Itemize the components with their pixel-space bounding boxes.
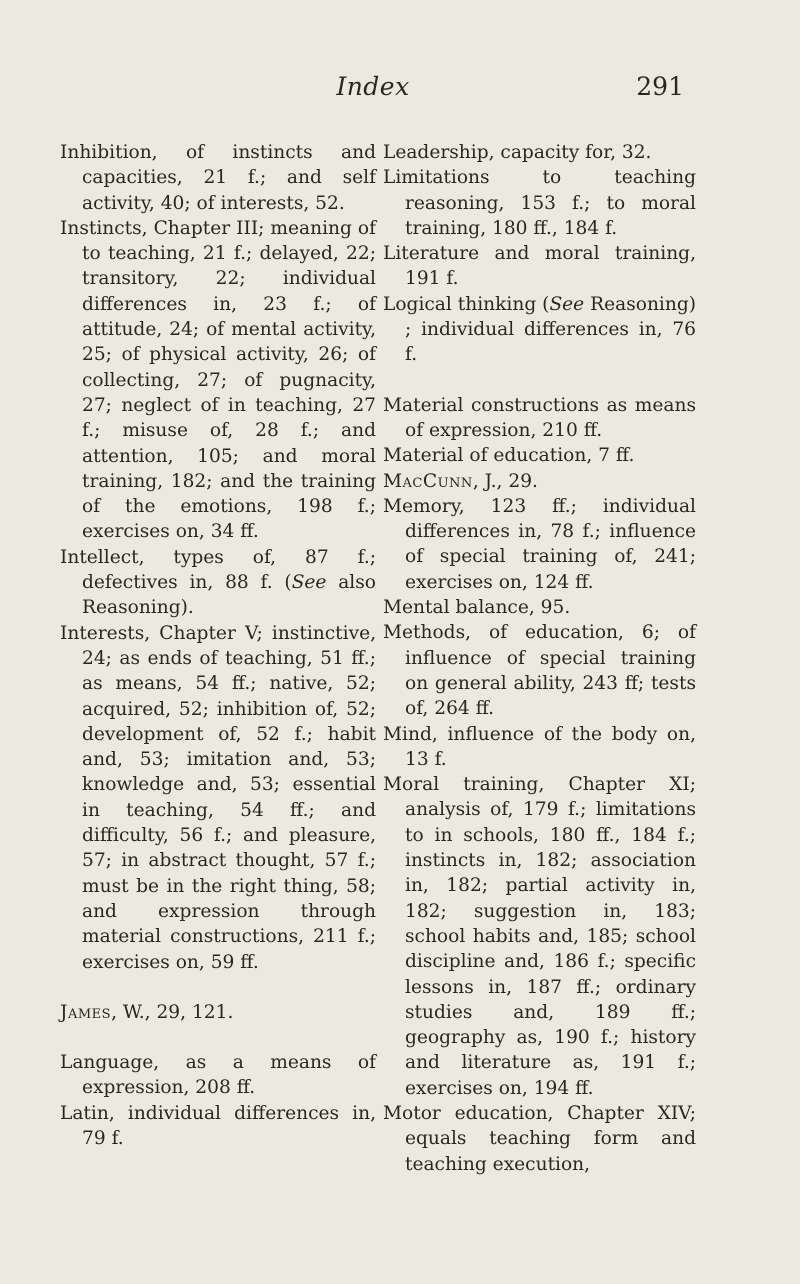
entry-text: , J., 29. (472, 470, 538, 492)
index-entry-leadership: Leadership, capacity for, 32. (383, 142, 652, 163)
index-entry-interests: Interests, Chapter V; instinctive, 24; as ends of teaching, 51 ff.; as means, 54 ff.; native, 52; acquired, 52; inhibition of, 52; development of, 52 f.; habit and, 53; imitation and, 53; knowledge and, 53; essential in teaching, 54 ff.; and difficulty, 56 f.; and pleasure, 57; in abstract thought, 57 f.; must be in the right thing, 58; and expression through material constructions, 211 f.; exercises on, 59 ff. (60, 622, 376, 973)
author-name: MacCunn (383, 470, 473, 492)
index-entry-maccunn (383, 469, 696, 494)
author-name: James (60, 1001, 112, 1023)
see-reference: See (549, 293, 585, 315)
entry-text: also Reasoning). (82, 572, 376, 619)
index-entry-latin: Latin, individual differences in, 79 f. (60, 1102, 376, 1149)
index-entry-instincts: Instincts, Chapter III; meaning of to teaching, 21 f.; delayed, 22; transitory, 22; individual differences in, 23 f.; of attitude, 24; of mental activity, 25; of physical activity, 26; of collecting, 27; of pugnacity, 27; neglect of in teaching, 27 f.; misuse of, 28 f.; and attention, 105; and moral training, 182; and the training of the emotions, 198 f.; exercises on, 34 ff. (60, 217, 376, 543)
index-entry-limitations: Limitations to teaching reasoning, 153 f.; to moral training, 180 ff., 184 f. (383, 167, 696, 239)
index-entry-mental-balance: Mental balance, 95. (383, 597, 571, 619)
index-column-right (383, 140, 696, 1177)
index-entry-james (60, 1000, 376, 1025)
entry-text: , W., 29, 121. (111, 1001, 234, 1023)
see-reference: See (291, 572, 327, 594)
index-entry-moral-training: Moral training, Chapter XI; analysis of, 179 f.; limitations to in schools, 180 ff., 184 f.; instincts in, 182; association in, 182; partial activity in, 182; suggestion in, 183; school habits and, 185; school discipline and, 186 f.; specific lessons in, 187 ff.; ordinary studies and, 189 ff.; geography as, 190 f.; history and literature as, 191 f.; exercises on, 194 ff. (383, 774, 696, 1099)
index-entry-material-constructions: Material constructions as means of expression, 210 ff. (383, 394, 696, 441)
index-entry-literature: Literature and moral training, 191 f. (383, 243, 696, 290)
index-entry-mind: Mind, influence of the body on, 13 f. (383, 723, 696, 770)
index-entry-memory: Memory, 123 ff.; individual differences in, 78 f.; influence of special training of, 241; exercises on, 124 ff. (383, 495, 696, 593)
index-entry-language: Language, as a means of expression, 208 ff. (60, 1052, 376, 1099)
index-entry-logical-thinking (383, 292, 696, 368)
index-entry-material-of-education: Material of education, 7 ff. (383, 445, 635, 467)
index-entry-inhibition: Inhibition, of instincts and capacities, 21 f.; and self activity, 40; of interests, 52. (60, 142, 376, 214)
running-head (62, 72, 684, 108)
entry-text: Intellect, types of, 87 f.; defectives in, 88 f. ( (60, 546, 376, 594)
index-entry-methods: Methods, of education, 6; of influence of special training on general ability, 243 ff; tests of, 264 ff. (383, 622, 696, 720)
page-number: 291 (636, 72, 684, 101)
page-title: Index (336, 72, 410, 101)
index-entry-intellect (60, 545, 376, 621)
entry-text: Reasoning) ; individual differences in, 76 f. (405, 293, 697, 366)
index-column-left (60, 140, 376, 1151)
entry-text: Logical thinking ( (383, 293, 550, 315)
index-entry-motor-education: Motor education, Chapter XIV; equals teaching form and teaching execution, (383, 1102, 696, 1175)
